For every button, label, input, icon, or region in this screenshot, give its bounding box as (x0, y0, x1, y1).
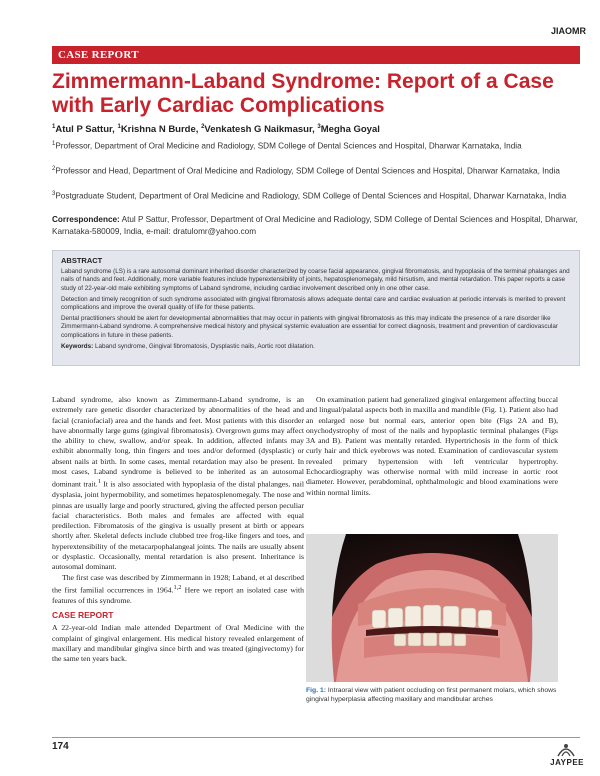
author-sup: 3 (317, 124, 321, 130)
correspondence-label: Correspondence: (52, 215, 120, 224)
abstract-box (52, 250, 580, 366)
abstract-paragraph: Dental practitioners should be alert for developmental abnormalities that may occur in patients with gingival fibromatosis as this may indicate the presence of a rare disorder like Zimmermann-Laband syndrome. A comprehensive medical history and physical systemic evaluation are essential for correct diagnosis, treatment and prevention of cardiovascular complications in future in these patients. (61, 315, 558, 339)
body-text: The first case was described by Zimmermann in 1928; Laband, et al described the first familial occurrences in 1964. (52, 572, 304, 595)
citation: 1,2 (173, 583, 182, 591)
keywords-label: Keywords: (61, 342, 94, 350)
publisher-name: JAYPEE (550, 758, 584, 767)
figure-caption (306, 686, 558, 704)
figure-intraoral-photo (306, 534, 558, 682)
keywords-text: Laband syndrome, Gingival fibromatosis, Dysplastic nails, Aortic root dilatation. (93, 342, 315, 350)
affiliation-text: Professor and Head, Department of Oral Medicine and Radiology, SDM College of Dental Sciences and Hospital, Dharwar Karnataka, India (55, 166, 560, 176)
affiliation-text: Postgraduate Student, Department of Oral Medicine and Radiology, SDM College of Dental Sciences and Hospital, Dharwar Karnataka, India (55, 191, 567, 201)
author-name: Venkatesh G Naikmasur, (204, 124, 318, 136)
affiliation-sup: 3 (52, 191, 56, 197)
body-text: It is also associated with hypoplasia of the distal phalanges, nail dysplasia, joint hypermobility, and sometimes hepatosplenomegaly. The nose and pinnas are usually large and poorly structured, giving the affected person peculiar facial characteristics. Both males and females are affected with equal predilection. Fibromatosis of the gingiva is usually present at birth or appears shortly after. Skeletal defects include clubbed tree frog-like fingers and toes, and hyperextensibility of the metacarpophalangeal joints. The nails are usually absent or dysplastic. Occasionally, mental retardation is also present. Inheritance is autosomal dominant. (52, 479, 304, 572)
affiliation-sup: 1 (52, 141, 56, 147)
article-title: Zimmermann-Laband Syndrome: Report of a Case with Early Cardiac Complications (52, 70, 554, 117)
section-banner: CASE REPORT (52, 46, 580, 64)
keywords (61, 343, 571, 351)
correspondence (52, 214, 580, 237)
correspondence-text: Atul P Sattur, Professor, Department of Oral Medicine and Radiology, SDM College of Dental Sciences and Hospital, Dharwar, Karnataka-580009, India, e-mail: dratulomr@yahoo.com (52, 215, 578, 236)
publisher-logo-icon (554, 740, 578, 758)
affiliation-text: Professor, Department of Oral Medicine and Radiology, SDM College of Dental Sciences and Hospital, Dharwar Karnataka, India (55, 141, 522, 151)
figure-caption-text: Intraoral view with patient occluding on first permanent molars, which shows gingival hyperplasia affecting maxillary and mandibular arches (306, 687, 557, 703)
body-column-right (306, 395, 558, 498)
affiliation (52, 164, 580, 177)
section-heading: CASE REPORT (52, 610, 114, 621)
body-column-left (52, 395, 304, 665)
affiliation-sup: 2 (52, 166, 56, 172)
affiliation (52, 189, 580, 202)
body-paragraph: A 22-year-old Indian male attended Department of Oral Medicine with the complaint of gingival enlargement. His medical history revealed enlargement of maxillary and mandibular gingiva since birth and was treated (gingivectomy) for the same ten years back. (52, 623, 304, 664)
citation: 1 (97, 478, 101, 486)
page-number: 174 (52, 741, 69, 752)
author-name: Atul P Sattur, (55, 124, 118, 136)
body-text: Here we report an isolated case with features of this syndrome. (52, 585, 304, 605)
author-list (52, 124, 580, 135)
body-paragraph: On examination patient had generalized gingival enlargement affecting buccal and lingual/palatal aspects both in maxilla and mandible (Fig. 1). Patient also had an enlarged nose but normal ears, anterior open bite (Figs 2A and B), onychodystrophy of most of the nails and hypoplastic terminal phalanges (Figs 3A and B). Patient was mentally retarded. Hypertrichosis in the form of thick curly hair and thick eyebrows was noted. Examination of cardiovascular system revealed primary hypertension with left ventricular hypertrophy. Echocardiography was otherwise normal with mild increase in aortic root diameter. However, perabdominal, ophthalmologic and blood examinations were within normal limits. (306, 395, 558, 497)
footer-rule (52, 737, 580, 738)
journal-tag: JIAOMR (550, 26, 586, 36)
abstract-heading: ABSTRACT (61, 256, 103, 265)
abstract-paragraph: Detection and timely recognition of such syndrome associated with gingival fibromatosis allows adequate dental care and cardiac evaluation at periodic intervals is merited to prevent complications and improve the overall quality of life for these patients. (61, 295, 566, 312)
abstract-paragraph: Laband syndrome (LS) is a rare autosomal dominant inherited disorder characterized by coarse facial appearance, gingival fibromatosis, and hypoplasia of the terminal phalanges and nails of hands and feet. Additionally, more variable features include hyperextensibility of joints, hepatosplenomegaly, mild hirsutism, and mental retardation. This paper reports a case study of 22-year-old male exhibiting symptoms of Laband syndrome, including cardiac involvement described only in one other case. (61, 268, 570, 292)
author-sup: 2 (201, 124, 205, 130)
figure-label: Fig. 1: (306, 687, 327, 694)
body-paragraph (52, 573, 304, 606)
author-name: Krishna N Burde, (120, 124, 202, 136)
body-paragraph (52, 395, 304, 573)
body-text: Laband syndrome, also known as Zimmermann-Laband syndrome, is an extremely rare genetic disorder characterized by abnormalities of the head and facial (craniofacial) area and the hands and feet. Most patients with this disorder have abnormally large gums (gingival fibromatosis). Overgrown gums may affect the ability to chew, swallow, and/or speak. In addition, affected infants may exhibit abnormally long, thin fingers and toes and/or deformed (dysplastic) or absent nails at birth. In some cases, mental retardation may also be present. In most cases, Laband syndrome is believed to be inherited as an autosomal dominant trait. (52, 395, 304, 489)
intraoral-photo-image (306, 534, 558, 682)
affiliation (52, 139, 580, 152)
author-sup: 1 (52, 124, 56, 130)
author-name: Megha Goyal (320, 124, 380, 136)
author-sup: 1 (117, 124, 121, 130)
